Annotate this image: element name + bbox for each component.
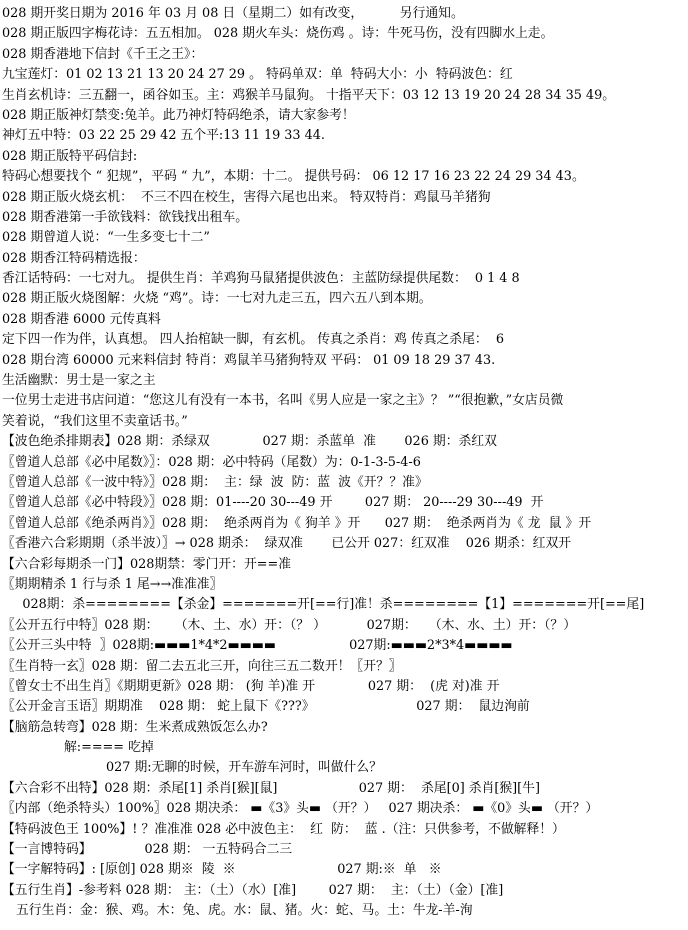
special-numbers-line: 特码心想要找个 “ 犯规”，平码 “ 九”，本期：十二。 提供号码： 06 12 17 16 23 22 24 29 34 43。 bbox=[2, 169, 585, 185]
hk-fax-detail-line: 定下四一作为伴，认真想。 四人抬棺缺一脚，有玄机。 传真之杀肖：鸡 传真之杀尾： 6 bbox=[2, 332, 504, 348]
hk-first-hand-line: 028 期香港第一手欲钱料：欲钱找出租车。 bbox=[2, 209, 249, 225]
five-element-zodiac-line: 【五行生肖】-参考料 028 期： 主：（土）（水）[准] 027 期： 主：（土）（金）[准] bbox=[2, 882, 504, 898]
special-envelope-title: 028 期正版特平码信封: bbox=[2, 148, 138, 164]
kill-row-tail-title: 〖期期精杀 1 行与杀 1 尾→→准准准〗 bbox=[2, 576, 223, 592]
zeng-two-zodiac-line: 〖曾道人总部《绝杀两肖》〗028 期： 绝杀两肖为《 狗羊 》开 027 期： 绝杀两肖为《 龙 鼠 》开 bbox=[2, 515, 592, 531]
draw-date-line: 028 期开奖日期为 2016 年 03 月 08 日（星期二）如有改变， 另行通知。 bbox=[2, 6, 464, 21]
fire-riddle-line: 028 期正版火烧玄机： 不三不四在校生，害得六尾也出来。 特双特肖：鸡鼠马羊猪狗 bbox=[2, 189, 491, 205]
color-king-line: 【特码波色王 100%】! ？准准准 028 必中波色主： 红 防： 蓝 .（注：只供参考，不做解释！） bbox=[2, 821, 565, 837]
three-heads-line: 〖公开三头中特 〗028期:▬▬▬1*4*2▬▬▬▬ 027期:▬▬▬2*3*4▬▬▬▬ bbox=[2, 638, 513, 654]
kill-row-tail-detail: 028期：杀========【杀金】=======开[==行]准！杀========【1】=======开[==尾] bbox=[2, 597, 645, 613]
brain-teaser-line: 【脑筋急转弯】028 期：生米煮成熟饭怎么办? bbox=[2, 719, 268, 735]
lamp-five-line: 神灯五中特：03 22 25 29 42 五个平:13 11 19 33 44. bbox=[2, 128, 325, 144]
hk-half-wave-line: 〖香港六合彩期期（杀半波）〗→ 028 期杀： 绿双准 已公开 027：红双准 026 期杀：红双开 bbox=[2, 536, 572, 552]
fire-diagram-line: 028 期正版火烧图解：火烧 “鸡”。诗：一七对九走三五，四六五八到本期。 bbox=[2, 291, 432, 307]
lotus-lamp-line: 九宝莲灯：01 02 13 21 13 20 24 27 29 。 特码单双：单 特码大小：小 特码波色：红 bbox=[2, 67, 513, 83]
zeng-segment-line: 〖曾道人总部《必中特段》〗028 期：01----20 30---49 开 027 期： 20----29 30---49 开 bbox=[2, 495, 544, 511]
no-special-line: 【六合彩不出特】028 期：杀尾[1] 杀肖[猴][鼠] 027 期： 杀尾[0] 杀肖[猴][牛] bbox=[2, 780, 540, 796]
color-kill-schedule: 【波色绝杀排期表】028 期：杀绿双 027 期：杀蓝单 准 026 期：杀红双 bbox=[2, 434, 497, 450]
one-char-line: 【一字解特码】: [原创] 028 期※ 陵 ※ 027 期:※ 单 ※ bbox=[2, 862, 442, 878]
xiangjiang-title: 028 期香江特码精选报： bbox=[2, 250, 146, 266]
zeng-wave-line: 〖曾道人总部《一波中特》〗028 期： 主：绿 波 防：蓝 波《开？？准》 bbox=[2, 474, 428, 490]
lamp-ban-line: 028 期正版神灯禁变:兔羊。此乃神灯特码绝杀，请大家参考！ bbox=[2, 107, 355, 123]
hk-fax-title: 028 期香港 6000 元传真料 bbox=[2, 311, 161, 327]
humor-title: 生活幽默：男士是一家之主 bbox=[2, 373, 156, 389]
ms-zeng-line: 〖曾女士不出生肖〗《期期更新》028 期： (狗 羊)准 开 027 期： (虎 对)准 开 bbox=[2, 678, 500, 694]
element-mapping-line: 五行生肖：金：猴、鸡。木：兔、虎。水：鼠、猪。火：蛇、马。土：牛龙-羊-洵 bbox=[16, 903, 473, 919]
internal-head-line: 〖内部（绝杀特头）100%〗028 期决杀： ▬《3》头▬ （开？） 027 期决杀： ▬《0》头▬ （开？） bbox=[2, 801, 599, 817]
taiwan-envelope-line: 028 期台湾 60000 元来料信封 特肖：鸡鼠羊马猪狗特双 平码： 01 09 18 29 37 43. bbox=[2, 352, 496, 368]
zodiac-poem-line: 生肖玄机诗：三五翻一，函谷如玉。主：鸡猴羊马鼠狗。 十指平天下：03 12 13 19 20 24 28 34 35 49。 bbox=[2, 87, 616, 103]
humor-body-2: 笑着说，“我们这里不卖童话书。” bbox=[2, 413, 188, 429]
hk-envelope-title: 028 期香港地下信封《千王之王》： bbox=[2, 46, 204, 62]
golden-words-line: 〖公开金言玉语〗期期准 028 期： 蛇上鼠下《???》 027 期： 鼠边洵前 bbox=[2, 699, 530, 715]
five-elements-line: 〖公开五行中特〗028 期： （木、土、水）开：（？ ） 027期： （木、水、土）开：（？） bbox=[2, 617, 577, 633]
zeng-says-line: 028 期曾道人说：“一生多变七十二” bbox=[2, 230, 210, 246]
one-word-bet-line: 【一言博特码】 028 期： 一五特码合二三 bbox=[2, 842, 293, 858]
zodiac-mystery-line: 〖生肖特一玄〗028 期：留二去五北三开，向往三五二数开！〖开？〗 bbox=[2, 658, 402, 674]
brain-teaser-next: 027 期:无聊的时候，开车游车河时，叫做什么？ bbox=[106, 760, 382, 776]
zeng-tail-line: 〖曾道人总部《必中尾数》〗：028 期：必中特码（尾数）为：0-1-3-5-4-6 bbox=[2, 454, 421, 470]
brain-teaser-answer: 解:==== 吃掉 bbox=[64, 740, 154, 756]
xiangjiang-detail-line: 香江话特码：一七对九。 提供生肖：羊鸡狗马鼠猪提供波色：主蓝防绿提供尾数： 0 1 4 8 bbox=[2, 271, 520, 287]
humor-body-1: 一位男士走进书店问道：“您这儿有没有一本书，名叫《男人应是一家之主》？ ”“很抱歉，”女店员微 bbox=[2, 393, 564, 409]
kill-one-gate-line: 【六合彩每期杀一门】028期禁：零门开：开==准 bbox=[2, 556, 292, 572]
plum-poem-line: 028 期正版四字梅花诗：五五相加。 028 期火车头：烧伤鸡 。诗：牛死马伤，没有四脚水上走。 bbox=[2, 26, 554, 42]
